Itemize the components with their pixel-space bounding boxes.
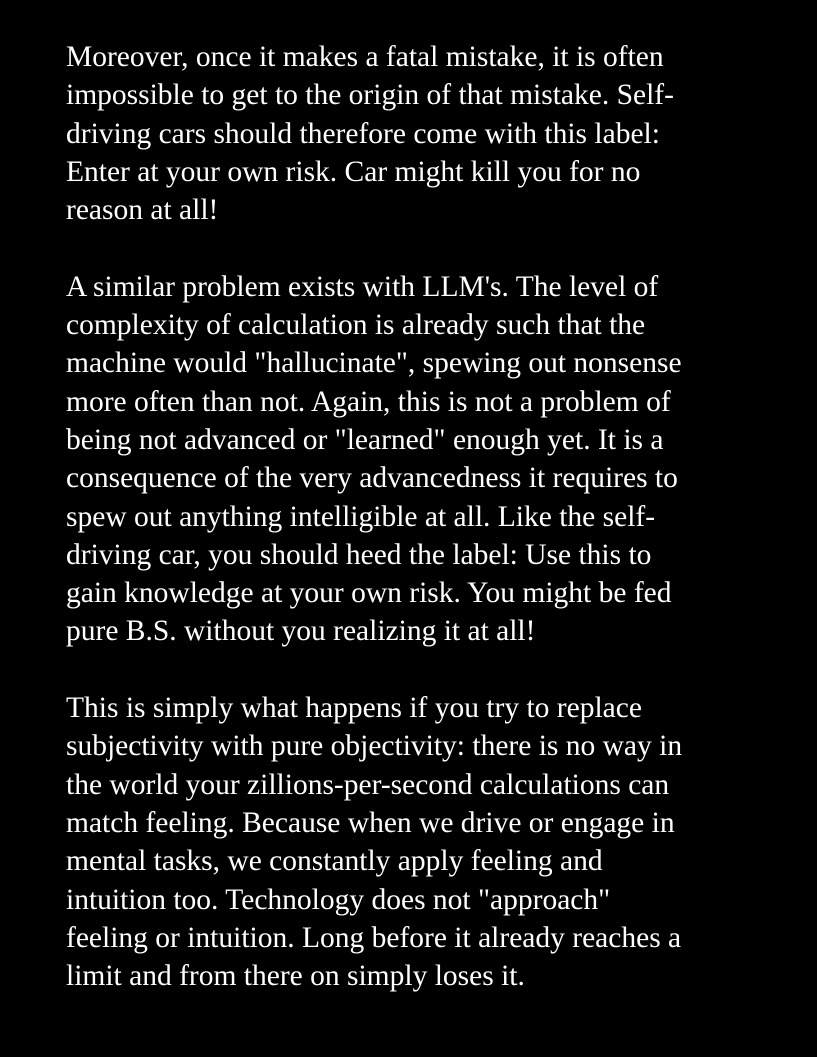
text-line: complexity of calculation is already such that the: [66, 309, 646, 342]
text-line: driving cars should therefore come with this label:: [66, 117, 660, 150]
text-line: pure B.S. without you realizing it at all!: [66, 615, 536, 648]
text-line: consequence of the very advancedness it requires to: [66, 462, 678, 495]
text-line: the world your zillions-per-second calculations can: [66, 768, 670, 801]
text-line: more often than not. Again, this is not a problem of: [66, 385, 671, 418]
text-line: impossible to get to the origin of that mistake. Self-: [66, 79, 674, 112]
text-line: Moreover, once it makes a fatal mistake, it is often: [66, 41, 664, 73]
text-line: mental tasks, we constantly apply feeling and: [66, 845, 603, 878]
text-body: [66, 38, 796, 1034]
text-line: being not advanced or "learned" enough yet. It is a: [66, 423, 664, 456]
text-line: spew out anything intelligible at all. Like the self-: [66, 500, 656, 533]
text-line: This is simply what happens if you try to replace: [66, 692, 642, 725]
text-line: feeling or intuition. Long before it already reaches a: [66, 921, 682, 954]
text-line: A similar problem exists with LLM's. The level of: [66, 270, 659, 303]
text-line: limit and from there on simply loses it.: [66, 960, 525, 993]
text-line: match feeling. Because when we drive or engage in: [66, 806, 675, 839]
text-line: driving car, you should heed the label: Use this to: [66, 538, 652, 571]
text-line: subjectivity with pure objectivity: there is no way in: [66, 730, 683, 763]
text-line: reason at all!: [66, 194, 219, 227]
paragraph-self-driving-cars: [66, 38, 796, 229]
paragraph-llms: [66, 268, 796, 651]
text-line: intuition too. Technology does not "approach": [66, 883, 611, 916]
text-line: machine would "hallucinate", spewing out nonsense: [66, 347, 682, 380]
text-line: Enter at your own risk. Car might kill you for no: [66, 155, 641, 188]
text-line: gain knowledge at your own risk. You might be fed: [66, 577, 672, 610]
paragraph-subjectivity: [66, 689, 796, 995]
